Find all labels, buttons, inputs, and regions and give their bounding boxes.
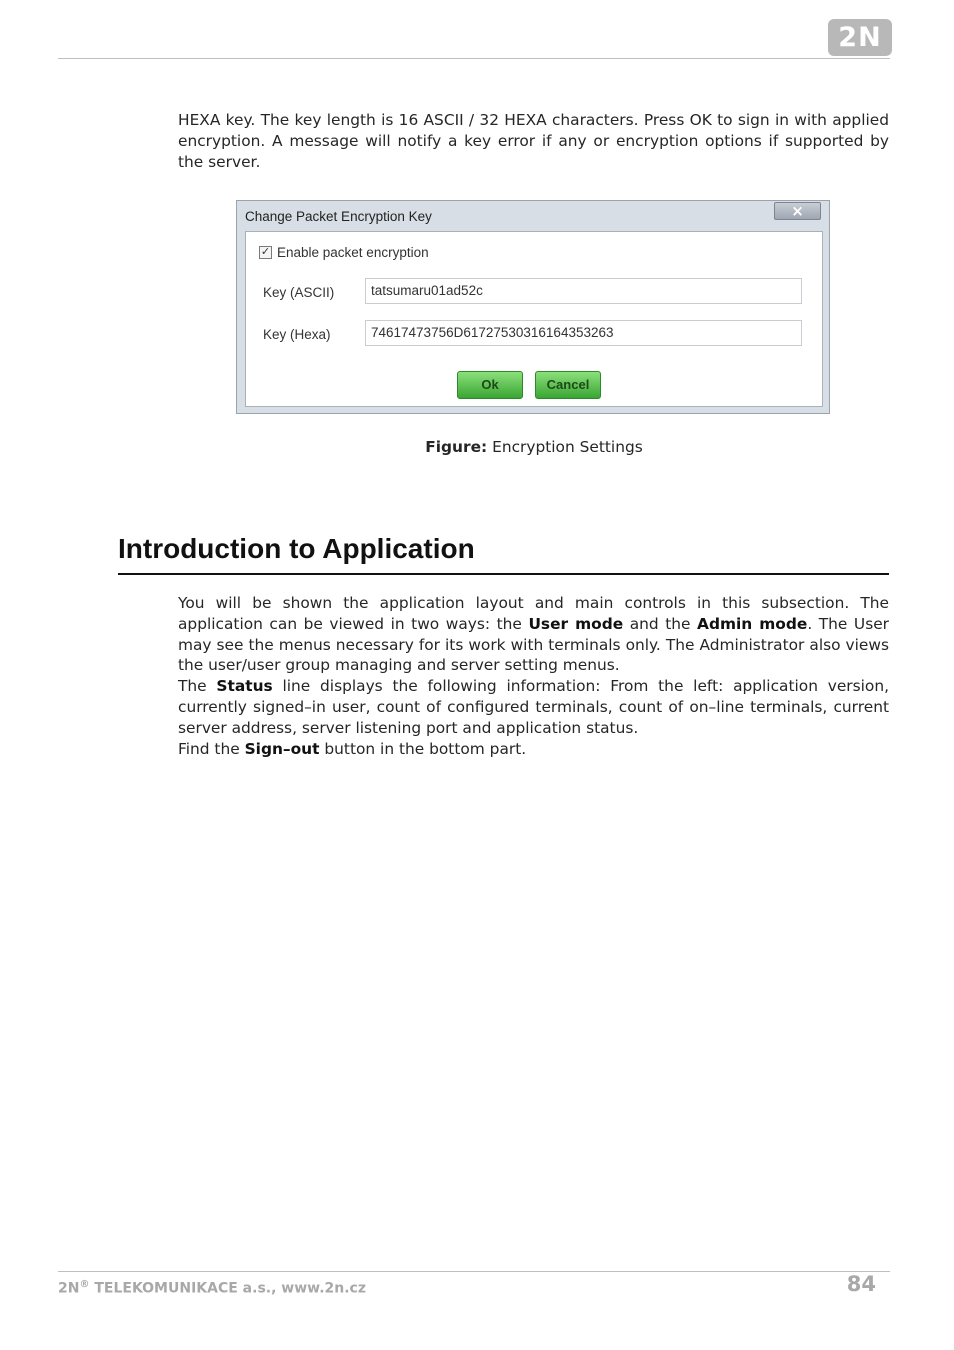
figure-caption bbox=[0, 438, 954, 456]
close-icon[interactable]: × bbox=[774, 202, 821, 220]
header-divider bbox=[58, 58, 890, 59]
key-ascii-field[interactable]: tatsumaru01ad52c bbox=[365, 278, 802, 304]
text-run: Find the bbox=[178, 740, 245, 758]
page-number: 84 bbox=[846, 1272, 876, 1296]
company-website: TELEKOMUNIKACE a.s., www.2n.cz bbox=[89, 1280, 366, 1297]
cancel-button[interactable]: Cancel bbox=[535, 371, 601, 399]
text-run: . The User may see the menus necessary for its work with terminals only. The Administrator also views the user/user group managing and server setting menus. bbox=[178, 614, 890, 675]
company-logo: 2N bbox=[828, 19, 892, 56]
section-paragraph-1 bbox=[178, 593, 889, 676]
admin-mode-term: Admin mode bbox=[697, 614, 808, 633]
text-run: button in the bottom part. bbox=[319, 740, 527, 758]
dialog-title: Change Packet Encryption Key bbox=[245, 209, 432, 224]
registered-mark: ® bbox=[79, 1279, 90, 1290]
key-hexa-field[interactable]: 74617473756D61727530316164353263 bbox=[365, 320, 802, 346]
sign-out-term: Sign–out bbox=[244, 740, 320, 758]
section-paragraph-2 bbox=[178, 676, 889, 738]
key-hexa-label: Key (Hexa) bbox=[263, 327, 331, 342]
section-heading: Introduction to Application bbox=[118, 533, 475, 564]
heading-underline bbox=[118, 573, 889, 575]
intro-paragraph: HEXA key. The key length is 16 ASCII / 32 HEXA characters. Press OK to sign in with applied encryption. A message will notify a key error if any or encryption options if supported by the server. bbox=[178, 111, 889, 171]
figure-label: Figure: bbox=[425, 438, 488, 456]
text-run: The bbox=[178, 677, 217, 695]
key-ascii-label: Key (ASCII) bbox=[263, 285, 335, 300]
encryption-dialog bbox=[236, 200, 830, 414]
ok-button[interactable]: Ok bbox=[457, 371, 523, 399]
status-term: Status bbox=[216, 677, 273, 695]
user-mode-term: User mode bbox=[528, 614, 624, 633]
enable-encryption-checkbox[interactable]: ✓ bbox=[260, 246, 271, 258]
text-run: You will be shown the application layout and main controls in this subsection. The application can be viewed in two ways: the bbox=[178, 594, 889, 633]
figure-caption-text: Encryption Settings bbox=[492, 438, 643, 456]
dialog-body bbox=[245, 231, 823, 407]
text-run: and the bbox=[623, 614, 698, 633]
company-name: 2N bbox=[58, 1280, 80, 1297]
footer-divider bbox=[58, 1271, 890, 1272]
text-run: line displays the following information: From the left: application version, currently signed–in user, count of configured terminals, count of on–line terminals, current server address, server listening port and application status. bbox=[178, 677, 889, 737]
enable-encryption-label: Enable packet encryption bbox=[277, 245, 429, 260]
section-paragraph-3 bbox=[178, 739, 889, 760]
footer-company bbox=[58, 1279, 366, 1297]
